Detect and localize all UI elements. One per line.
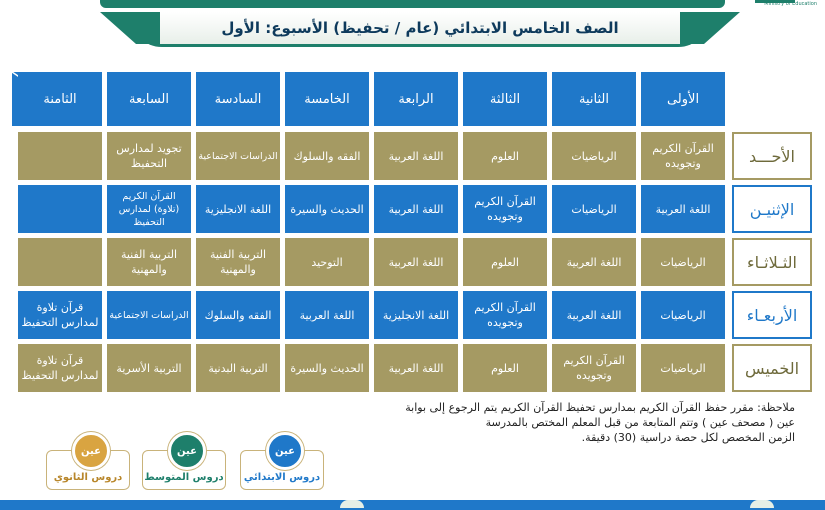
- table-cell: الحديث والسيرة: [285, 344, 369, 392]
- table-cell: الدراسات الاجتماعية: [107, 291, 191, 339]
- table-cell: القرآن الكريم وتجويده: [641, 132, 725, 180]
- header-period-1: الأولى: [641, 72, 725, 126]
- secondary-lessons-label: دروس الثانوي: [46, 450, 130, 490]
- table-cell: [18, 185, 102, 233]
- header-period-5: الخامسة: [285, 72, 369, 126]
- table-cell: العلوم: [463, 238, 547, 286]
- day-label: الثـلاثـاء: [732, 238, 812, 286]
- table-cell: قرآن تلاوة لمدارس التحفيظ: [18, 344, 102, 392]
- table-cell: [18, 238, 102, 286]
- table-cell: التربية البدنية: [196, 344, 280, 392]
- table-cell: اللغة العربية: [374, 132, 458, 180]
- header-period-3: الثالثة: [463, 72, 547, 126]
- day-label: الأربعـاء: [732, 291, 812, 339]
- table-cell: القرآن الكريم وتجويده: [463, 185, 547, 233]
- secondary-lessons-link[interactable]: [46, 432, 130, 492]
- table-header-row: [12, 72, 812, 120]
- table-cell: اللغة الانجليزية: [374, 291, 458, 339]
- table-cell: القرآن الكريم وتجويده: [552, 344, 636, 392]
- bottom-decoration: [750, 500, 774, 508]
- table-cell: الرياضيات: [552, 132, 636, 180]
- note-line-2: عين ( مصحف عين ) وتتم المتابعة من قبل المعلم المختص بالمدرسة: [485, 416, 795, 429]
- day-label: الأحـــد: [732, 132, 812, 180]
- note-line-1: ملاحظة: مقرر حفظ القرآن الكريم بمدارس تحفيظ القرآن الكريم يتم الرجوع إلى بوابة: [405, 401, 795, 414]
- table-cell: التربية الفنية والمهنية: [107, 238, 191, 286]
- table-cell: القرآن الكريم (تلاوة) لمدارس التحفيظ: [107, 185, 191, 233]
- top-green-line: [100, 0, 725, 8]
- table-cell: الحديث والسيرة: [285, 185, 369, 233]
- table-cell: الفقه والسلوك: [196, 291, 280, 339]
- header-period-8: الثامنة: [18, 72, 102, 126]
- table-cell: اللغة الانجليزية: [196, 185, 280, 233]
- table-cell: اللغة العربية: [374, 185, 458, 233]
- header-period-2: الثانية: [552, 72, 636, 126]
- table-cell: التربية الفنية والمهنية: [196, 238, 280, 286]
- header-period-4: الرابعة: [374, 72, 458, 126]
- table-cell: الرياضيات: [552, 185, 636, 233]
- schedule-note: [295, 400, 795, 445]
- primary-lessons-label: دروس الابتدائي: [240, 450, 324, 490]
- ministry-label: Ministry of Education: [764, 1, 817, 7]
- table-cell: الرياضيات: [641, 344, 725, 392]
- table-cell: الرياضيات: [641, 238, 725, 286]
- table-cell: العلوم: [463, 132, 547, 180]
- primary-lessons-link[interactable]: [240, 432, 324, 492]
- day-label: الخميس: [732, 344, 812, 392]
- page-title: الصف الخامس الابتدائي (عام / تحفيظ) الأسبوع: الأول: [221, 19, 619, 37]
- table-row: [12, 185, 812, 233]
- table-cell: الفقه والسلوك: [285, 132, 369, 180]
- ein-logo-icon: عين: [266, 432, 304, 470]
- table-cell: العلوم: [463, 344, 547, 392]
- table-cell: اللغة العربية: [552, 238, 636, 286]
- table-cell: الدراسات الاجتماعية: [196, 132, 280, 180]
- table-cell: قرآن تلاوة لمدارس التحفيظ: [18, 291, 102, 339]
- table-cell: الرياضيات: [641, 291, 725, 339]
- table-cell: تجويد لمدارس التحفيظ: [107, 132, 191, 180]
- bottom-bar: [0, 500, 825, 510]
- header-period-6: السادسة: [196, 72, 280, 126]
- table-cell: [18, 132, 102, 180]
- header-period-7: السابعة: [107, 72, 191, 126]
- ein-logo-icon: عين: [168, 432, 206, 470]
- table-cell: اللغة العربية: [285, 291, 369, 339]
- table-row: [12, 132, 812, 180]
- intermediate-lessons-label: دروس المتوسط: [142, 450, 226, 490]
- note-line-3: الزمن المخصص لكل حصة دراسية (30) دقيقة.: [581, 431, 795, 444]
- table-cell: اللغة العربية: [552, 291, 636, 339]
- table-cell: التربية الأسرية: [107, 344, 191, 392]
- intermediate-lessons-link[interactable]: [142, 432, 226, 492]
- title-banner: [130, 12, 710, 44]
- table-row: [12, 238, 812, 286]
- day-label: الإثنيـن: [732, 185, 812, 233]
- table-cell: التوحيد: [285, 238, 369, 286]
- table-cell: اللغة العربية: [641, 185, 725, 233]
- table-cell: اللغة العربية: [374, 238, 458, 286]
- table-cell: اللغة العربية: [374, 344, 458, 392]
- bottom-decoration: [340, 500, 364, 508]
- ein-logo-icon: عين: [72, 432, 110, 470]
- table-row: [12, 291, 812, 339]
- table-cell: القرآن الكريم وتجويده: [463, 291, 547, 339]
- table-row: [12, 344, 812, 392]
